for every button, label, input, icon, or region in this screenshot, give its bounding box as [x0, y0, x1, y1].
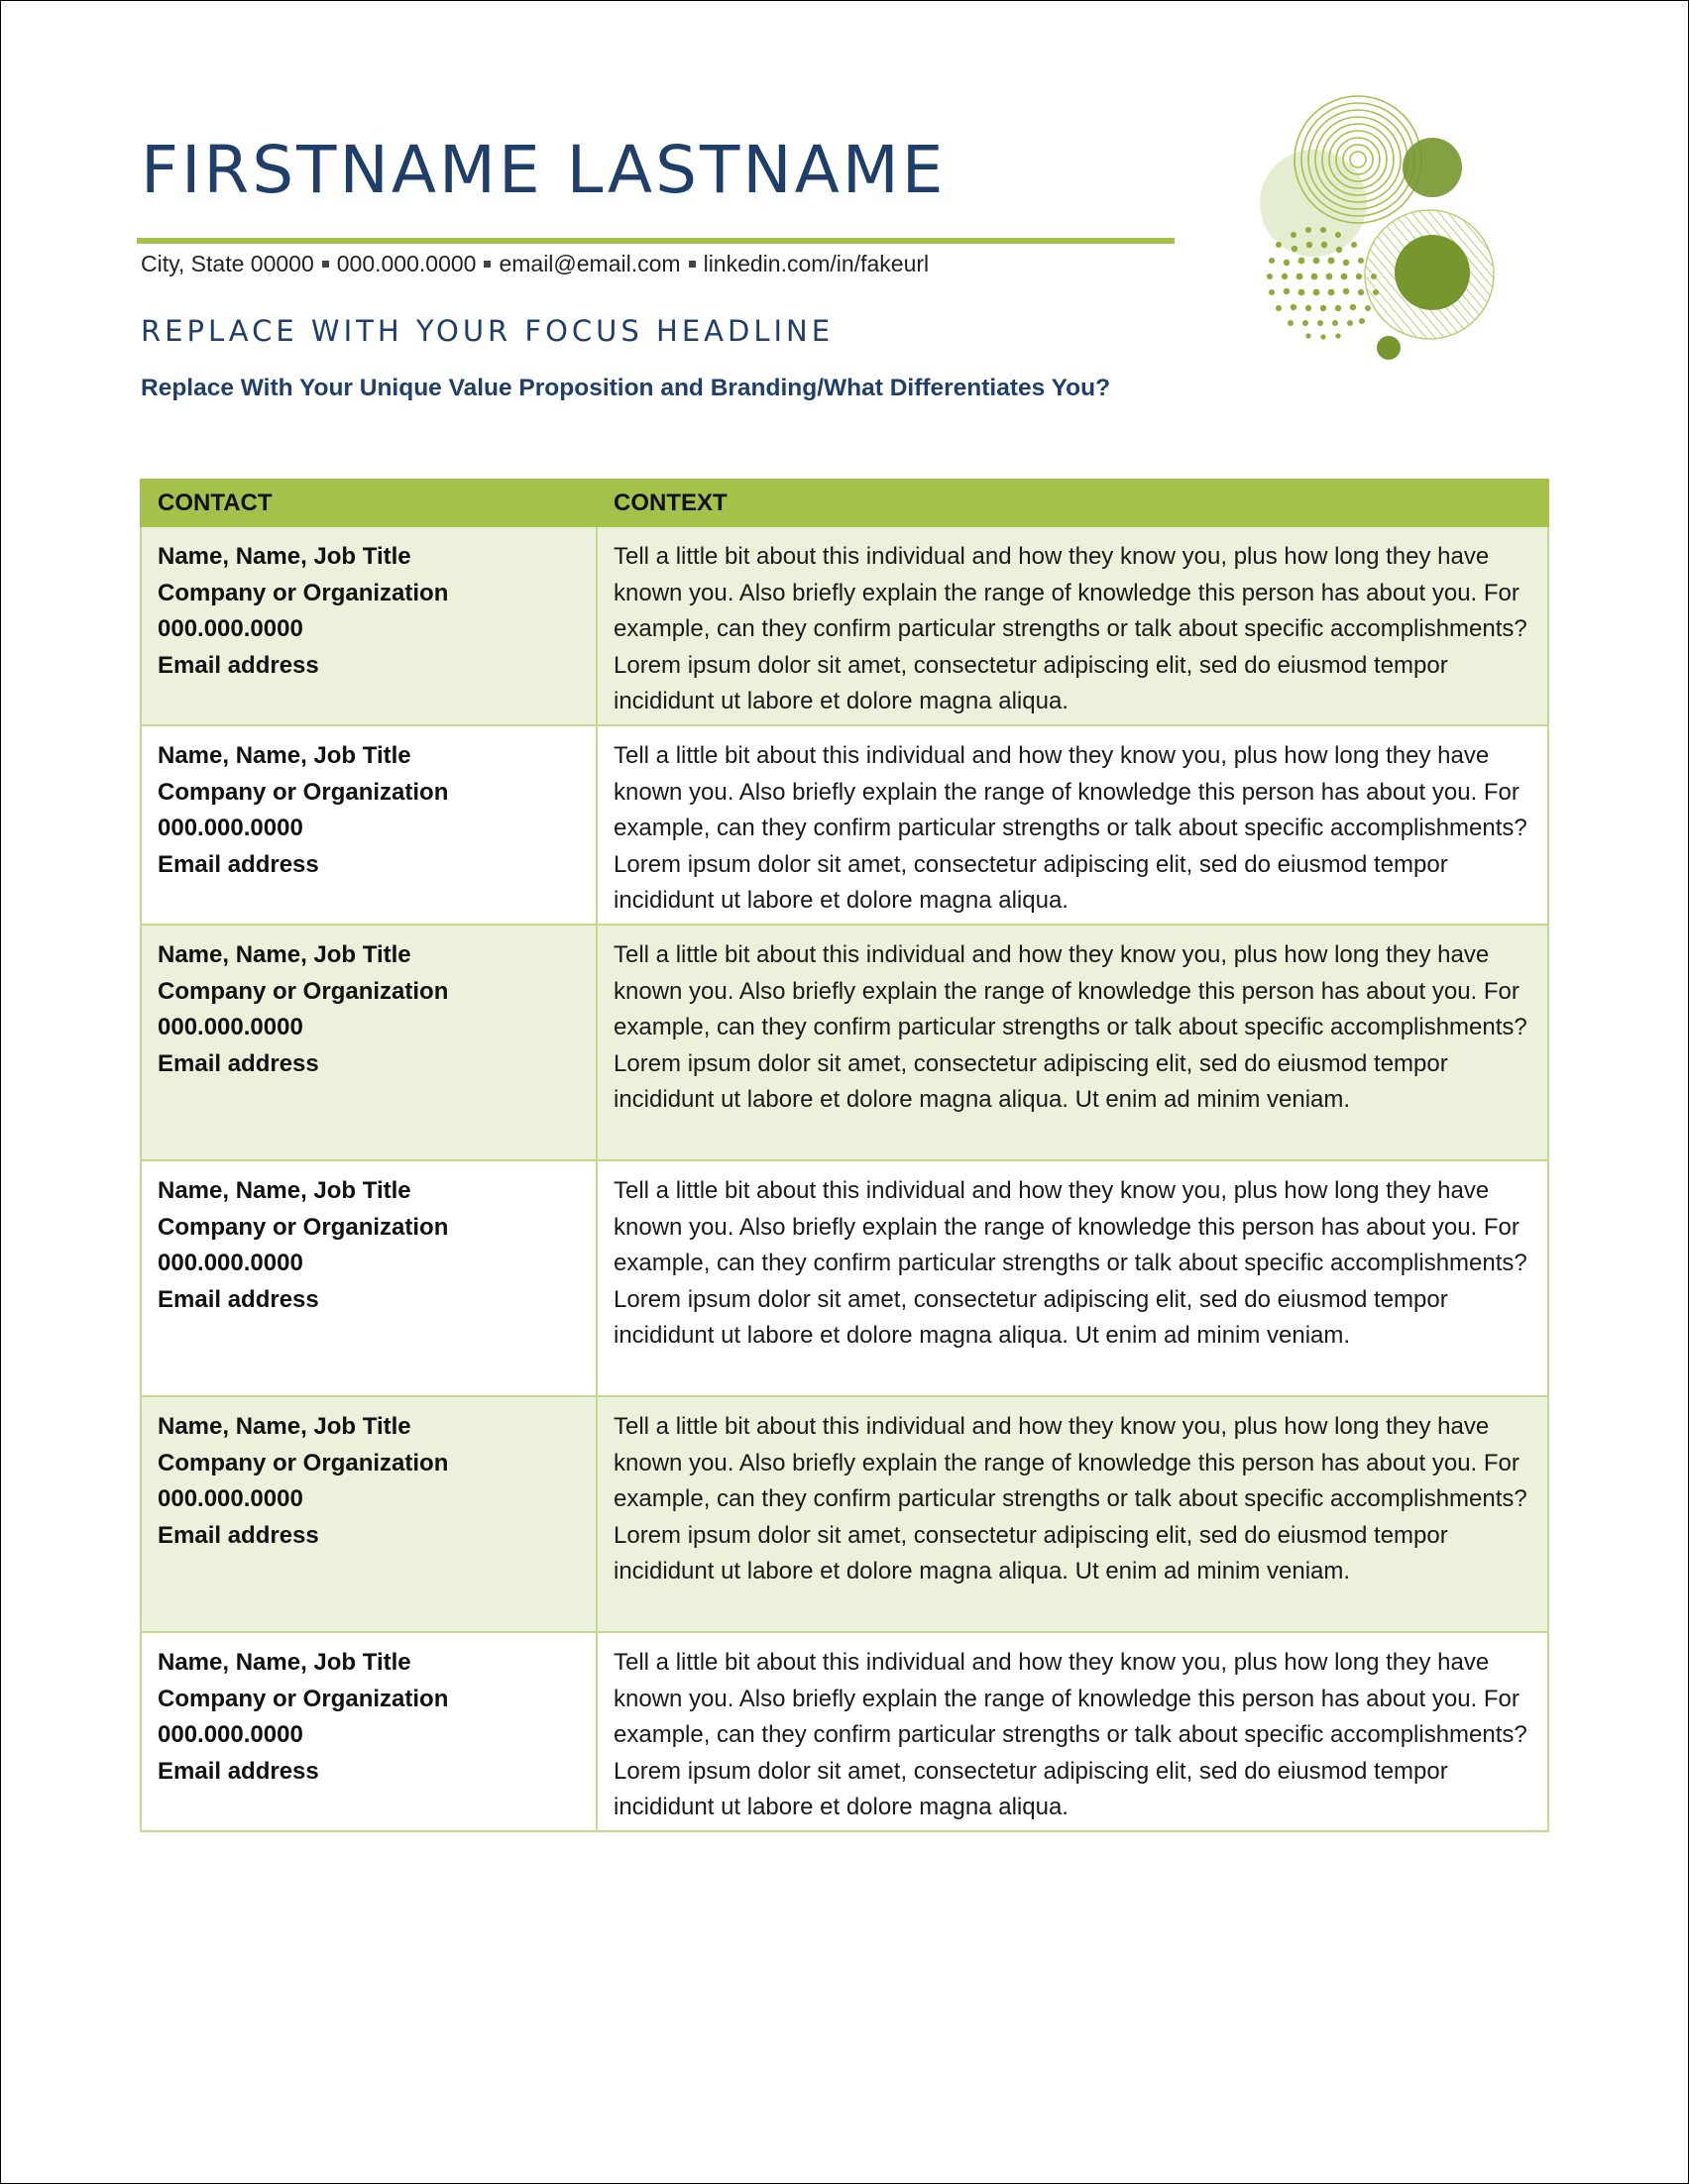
- reference-name: Name, Name, Job Title: [158, 1177, 411, 1204]
- references-table: [140, 479, 1549, 1832]
- reference-phone: 000.000.0000: [158, 615, 303, 642]
- reference-company: Company or Organization: [158, 1685, 449, 1712]
- reference-email: Email address: [158, 1285, 319, 1313]
- reference-company: Company or Organization: [158, 977, 449, 1005]
- table-row: [141, 526, 1548, 725]
- contact-info-line: [141, 248, 929, 279]
- square-bullet-icon: [484, 261, 491, 268]
- table-row: [141, 725, 1548, 925]
- contact-cell: [141, 526, 597, 725]
- reference-name: Name, Name, Job Title: [158, 1649, 411, 1676]
- focus-headline: REPLACE WITH YOUR FOCUS HEADLINE: [141, 314, 835, 348]
- reference-email: Email address: [158, 850, 319, 878]
- reference-company: Company or Organization: [158, 1449, 449, 1476]
- reference-name: Name, Name, Job Title: [158, 1413, 411, 1440]
- context-cell: Tell a little bit about this individual and how they know you, plus how long they have known you. Also briefly explain the range of knowledge this person has about you. For example, can they confirm particular strengths or talk about specific accomplishments? Lorem ipsum dolor sit amet, consectetur adipiscing elit, sed do eiusmod tempor incididunt ut labore et dolore magna aliqua.: [597, 725, 1548, 925]
- decorative-circles-graphic: [1239, 94, 1536, 372]
- reference-email: Email address: [158, 1757, 319, 1785]
- reference-email: Email address: [158, 1049, 319, 1077]
- reference-phone: 000.000.0000: [158, 1485, 303, 1512]
- reference-email: Email address: [158, 1521, 319, 1549]
- table-row: [141, 1160, 1548, 1396]
- email-text: email@email.com: [499, 251, 681, 276]
- context-cell: Tell a little bit about this individual and how they know you, plus how long they have known you. Also briefly explain the range of knowledge this person has about you. For example, can they confirm particular strengths or talk about specific accomplishments? Lorem ipsum dolor sit amet, consectetur adipiscing elit, sed do eiusmod tempor incididunt ut labore et dolore magna aliqua. Ut enim ad minim veniam.: [597, 1396, 1548, 1632]
- reference-name: Name, Name, Job Title: [158, 742, 411, 769]
- table-row: [141, 925, 1548, 1160]
- table-row: [141, 1396, 1548, 1632]
- linkedin-link[interactable]: linkedin.com/in/fakeurl: [703, 251, 930, 276]
- contact-cell: [141, 1632, 597, 1831]
- reference-company: Company or Organization: [158, 1213, 449, 1241]
- contact-cell: [141, 1160, 597, 1396]
- reference-phone: 000.000.0000: [158, 1250, 303, 1276]
- reference-email: Email address: [158, 651, 319, 679]
- context-cell: Tell a little bit about this individual and how they know you, plus how long they have known you. Also briefly explain the range of knowledge this person has about you. For example, can they confirm particular strengths or talk about specific accomplishments? Lorem ipsum dolor sit amet, consectetur adipiscing elit, sed do eiusmod tempor incididunt ut labore et dolore magna aliqua.: [597, 1632, 1548, 1831]
- reference-name: Name, Name, Job Title: [158, 543, 411, 570]
- contact-cell: [141, 925, 597, 1160]
- value-proposition: Replace With Your Unique Value Proposition and Branding/What Differentiates You?: [141, 375, 1111, 401]
- contact-cell: [141, 1396, 597, 1632]
- square-bullet-icon: [689, 261, 696, 268]
- table-header-row: [141, 480, 1548, 526]
- header-contact: CONTACT: [141, 480, 597, 526]
- reference-company: Company or Organization: [158, 579, 449, 606]
- contact-cell: [141, 725, 597, 925]
- table-row: [141, 1632, 1548, 1831]
- reference-name: Name, Name, Job Title: [158, 941, 411, 968]
- name-underline-rule: [137, 238, 1175, 244]
- context-cell: Tell a little bit about this individual and how they know you, plus how long they have known you. Also briefly explain the range of knowledge this person has about you. For example, can they confirm particular strengths or talk about specific accomplishments? Lorem ipsum dolor sit amet, consectetur adipiscing elit, sed do eiusmod tempor incididunt ut labore et dolore magna aliqua. Ut enim ad minim veniam.: [597, 1160, 1548, 1396]
- reference-phone: 000.000.0000: [158, 1721, 303, 1748]
- context-cell: Tell a little bit about this individual and how they know you, plus how long they have known you. Also briefly explain the range of knowledge this person has about you. For example, can they confirm particular strengths or talk about specific accomplishments? Lorem ipsum dolor sit amet, consectetur adipiscing elit, sed do eiusmod tempor incididunt ut labore et dolore magna aliqua. Ut enim ad minim veniam.: [597, 925, 1548, 1160]
- location-text: City, State 00000: [141, 251, 314, 276]
- square-bullet-icon: [322, 261, 329, 268]
- reference-phone: 000.000.0000: [158, 815, 303, 841]
- reference-phone: 000.000.0000: [158, 1014, 303, 1040]
- candidate-name: FIRSTNAME LASTNAME: [141, 132, 947, 208]
- reference-company: Company or Organization: [158, 778, 449, 806]
- phone-text: 000.000.0000: [336, 251, 477, 276]
- header-context: CONTEXT: [597, 480, 1548, 526]
- context-cell: Tell a little bit about this individual and how they know you, plus how long they have known you. Also briefly explain the range of knowledge this person has about you. For example, can they confirm particular strengths or talk about specific accomplishments? Lorem ipsum dolor sit amet, consectetur adipiscing elit, sed do eiusmod tempor incididunt ut labore et dolore magna aliqua.: [597, 526, 1548, 725]
